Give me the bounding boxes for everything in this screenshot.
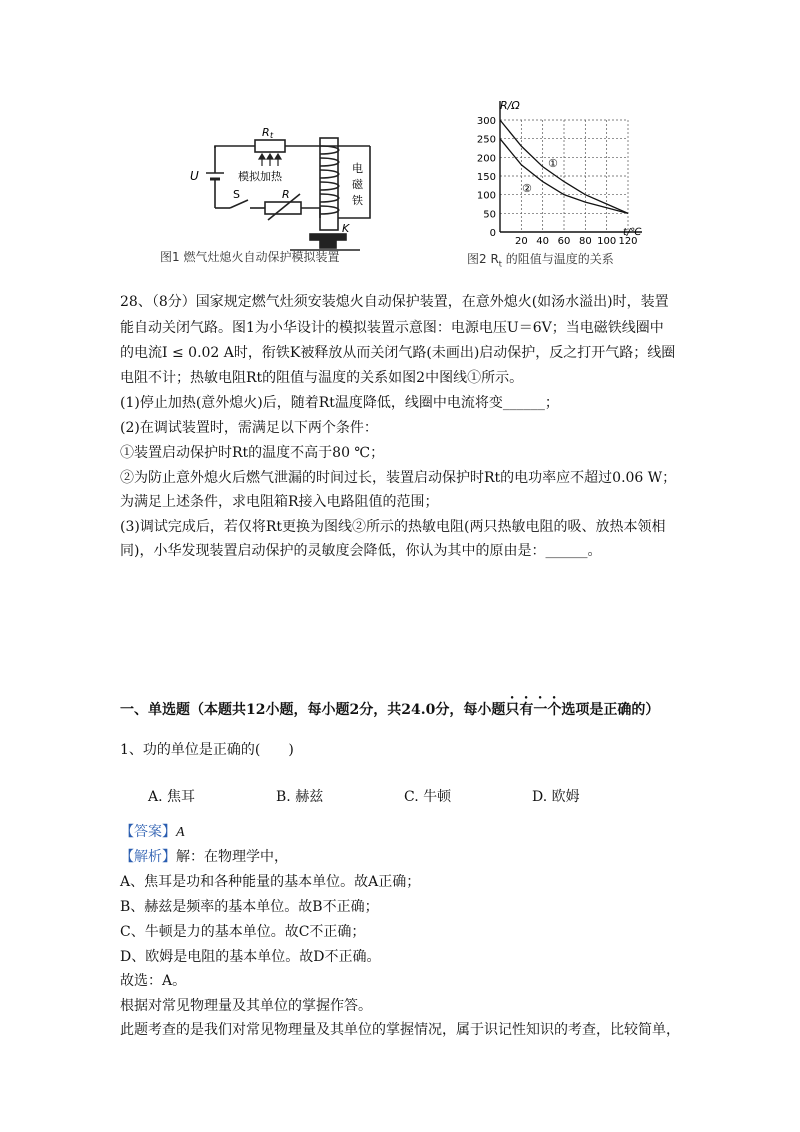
- heading-mid: 小题，每小题: [265, 702, 350, 718]
- y-tick-label: 200: [476, 153, 496, 165]
- heading-end: 选项是正确的）: [561, 702, 660, 718]
- q1-analysis-line-6: 根据对常见物理量及其单位的掌握作答。: [120, 998, 372, 1014]
- x-tick-label: 20: [514, 236, 528, 247]
- rt-sub-label: t: [270, 131, 274, 140]
- electromagnet-label-1: 电: [352, 162, 363, 175]
- y-tick-label: 0: [489, 228, 496, 239]
- q28-line-9: 为满足上述条件，求电阻箱R接入电路阻值的范围；: [120, 494, 439, 510]
- heading-count: 12: [246, 702, 266, 718]
- figure1-caption: 图1 燃气灶熄火自动保护模拟装置: [160, 250, 340, 264]
- q1-option-d: D. 欧姆: [532, 789, 580, 805]
- x-axis-label: t/℃: [623, 227, 642, 238]
- x-tick-label: 80: [578, 236, 592, 247]
- heating-label: 模拟加热: [238, 170, 282, 183]
- analysis-tag: 【解析】: [120, 849, 176, 865]
- y-tick-label: 150: [476, 172, 496, 183]
- switch-label: S: [233, 188, 240, 201]
- q1-stem: 1、功的单位是正确的( ): [120, 742, 294, 758]
- q28-line-10: (3)调试完成后，若仅将Rt更换为图线②所示的热敏电阻(两只热敏电阻的吸、放热本领相: [120, 519, 666, 535]
- heading-pre: 一、单选题（本题共: [120, 702, 246, 718]
- figure1-circuit: [170, 118, 430, 266]
- y-tick-label: 100: [476, 190, 496, 202]
- q28-line-5: (1)停止加热(意外熄火)后，随着Rt温度降低，线圈中电流将变______；: [120, 395, 559, 411]
- q28-line-8: ②为防止意外熄火后燃气泄漏的时间过长，装置启动保护时Rt的电功率应不超过0.06 W；: [120, 470, 677, 486]
- rt-label: R: [262, 126, 270, 139]
- q1-answer: [120, 822, 185, 843]
- x-tick-label: 40: [536, 236, 550, 247]
- q1-analysis: [120, 847, 288, 867]
- curve-2-label: ②: [522, 182, 532, 195]
- analysis-intro: 解：在物理学中，: [176, 849, 288, 865]
- y-tick-label: 300: [476, 116, 496, 127]
- q28-line-2: 能自动关闭气路。图1为小华设计的模拟装置示意图：电源电压U＝6V；当电磁铁线圈中: [120, 320, 664, 336]
- answer-tag: 【答案】: [120, 824, 176, 840]
- y-tick-label: 50: [483, 209, 496, 221]
- q28-line-11: 同)，小华发现装置启动保护的灵敏度会降低，你认为其中的原由是：______。: [120, 543, 602, 559]
- x-tick-label: 60: [557, 236, 571, 247]
- q1-analysis-line-3: C、牛顿是力的基本单位。故C不正确；: [120, 924, 366, 940]
- y-axis-label: R/Ω: [500, 99, 520, 112]
- heading-emphasis: 只有一个: [505, 702, 562, 718]
- q28-line-6: (2)在调试装置时，需满足以下两个条件：: [120, 420, 378, 436]
- heading-mid2: 分，共: [359, 702, 402, 718]
- x-tick-label: 120: [618, 236, 638, 247]
- electromagnet-label-3: 铁: [352, 194, 363, 207]
- q1-analysis-line-4: D、欧姆是电阻的基本单位。故D不正确。: [120, 949, 381, 965]
- q28-line-7: ①装置启动保护时Rt的温度不高于80 ℃；: [120, 445, 385, 461]
- answer-value: A: [176, 825, 185, 840]
- y-tick-label: 250: [476, 134, 496, 146]
- heading-total: 24.0: [401, 702, 436, 718]
- resistor-label: R: [282, 188, 290, 201]
- figure2-chart: [460, 95, 660, 255]
- armature-label: K: [342, 222, 350, 235]
- heading-points: 2: [349, 702, 360, 718]
- figure2-caption-main: 图2 R: [467, 252, 499, 266]
- q1-option-b: B. 赫兹: [276, 789, 324, 805]
- q1-analysis-line-1: A、焦耳是功和各种能量的基本单位。故A正确；: [120, 874, 421, 890]
- figure2-caption-sub: t: [498, 259, 502, 269]
- x-tick-label: 100: [597, 236, 617, 247]
- curve-1-label: ①: [548, 157, 558, 170]
- voltage-label: U: [190, 169, 199, 183]
- section-heading: [120, 693, 659, 720]
- q1-option-c: C. 牛顿: [404, 789, 452, 805]
- figure2-caption: [467, 250, 614, 268]
- q1-option-a: A. 焦耳: [148, 789, 196, 805]
- q1-analysis-line-7: 此题考查的是我们对常见物理量及其单位的掌握情况，属于识记性知识的考查，比较简单，: [120, 1022, 680, 1038]
- figure2-caption-rest: 的阻值与温度的关系: [501, 252, 614, 266]
- q28-line-4: 电阻不计；热敏电阻Rt的阻值与温度的关系如图2中图线①所示。: [120, 370, 524, 386]
- q1-analysis-line-5: 故选：A。: [120, 973, 187, 989]
- heading-mid3: 分，每小题: [435, 702, 506, 718]
- electromagnet-label-2: 磁: [352, 178, 363, 191]
- q28-line-1: 28、（8分）国家规定燃气灶须安装熄火自动保护装置，在意外熄火(如汤水溢出)时，装置: [120, 294, 669, 310]
- q1-analysis-line-2: B、赫兹是频率的基本单位。故B不正确；: [120, 899, 379, 915]
- q28-line-3: 的电流I ≤ 0.02 A时，衔铁K被释放从而关闭气路(未画出)启动保护，反之打开气路；线圈: [120, 345, 676, 361]
